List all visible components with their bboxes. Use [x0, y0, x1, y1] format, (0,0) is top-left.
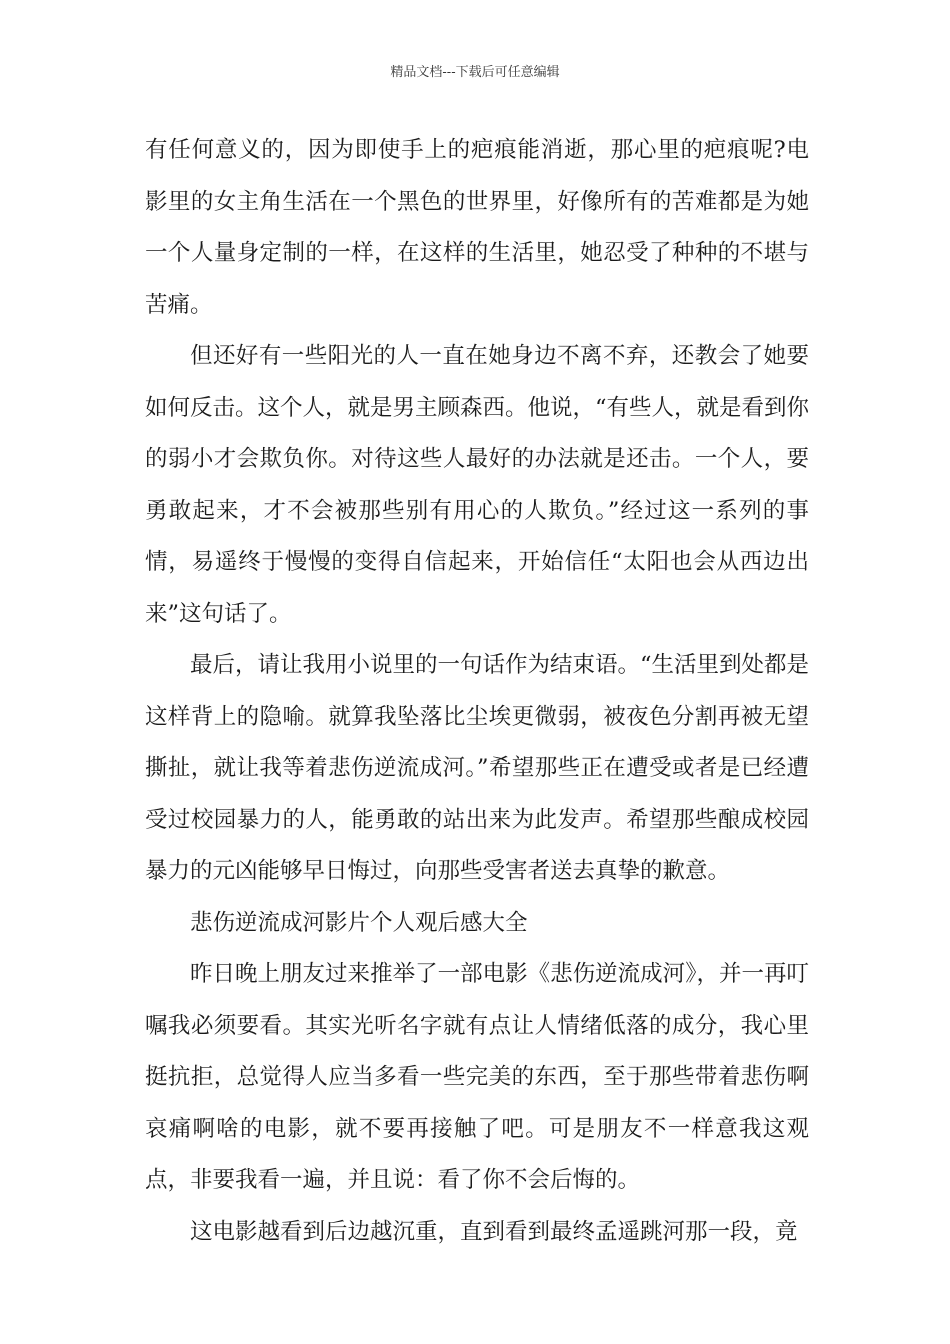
paragraph-2: 但还好有一些阳光的人一直在她身边不离不弃，还教会了她要如何反击。这个人，就是男主顾森西。他说，“有些人，就是看到你的弱小才会欺负你。对待这些人最好的办法就是还击。一个人，要勇敢起来，才不会被那些别有用心的人欺负。”经过这一系列的事情，易遥终于慢慢的变得自信起来，开始信任“太阳也会从西边出来”这句话了。	[145, 343, 810, 627]
page-header: 精品文档---下载后可任意编辑	[390, 65, 560, 80]
paragraph-5: 这电影越看到后边越沉重，直到看到最终孟遥跳河那一段，竟	[190, 1218, 798, 1245]
paragraph-3: 最后，请让我用小说里的一句话作为结束语。“生活里到处都是这样背上的隐喻。就算我坠落比尘埃更微弱，被夜色分割再被无望撕扯，就让我等着悲伤逆流成河。”希望那些正在遭受或者是已经遭受过校园暴力的人，能勇敢的站出来为此发声。希望那些酿成校园暴力的元凶能够早日悔过，向那些受害者送去真挚的歉意。	[145, 652, 810, 884]
paragraph-4: 昨日晚上朋友过来推举了一部电影《悲伤逆流成河》，并一再叮嘱我必须要看。其实光听名字就有点让人情绪低落的成分，我心里挺抗拒，总觉得人应当多看一些完美的东西，至于那些带着悲伤啊哀痛啊啥的电影，就不要再接触了吧。可是朋友不一样意我这观点，非要我看一遍，并且说：看了你不会后悔的。	[145, 961, 809, 1193]
paragraph-1: 有任何意义的，因为即使手上的疤痕能消逝，那心里的疤痕呢?电影里的女主角生活在一个黑色的世界里，好像所有的苦难都是为她一个人量身定制的一样，在这样的生活里，她忍受了种种的不堪与苦痛。	[145, 137, 809, 318]
document-body	[145, 125, 809, 1258]
section-heading: 悲伤逆流成河影片个人观后感大全	[190, 909, 528, 936]
